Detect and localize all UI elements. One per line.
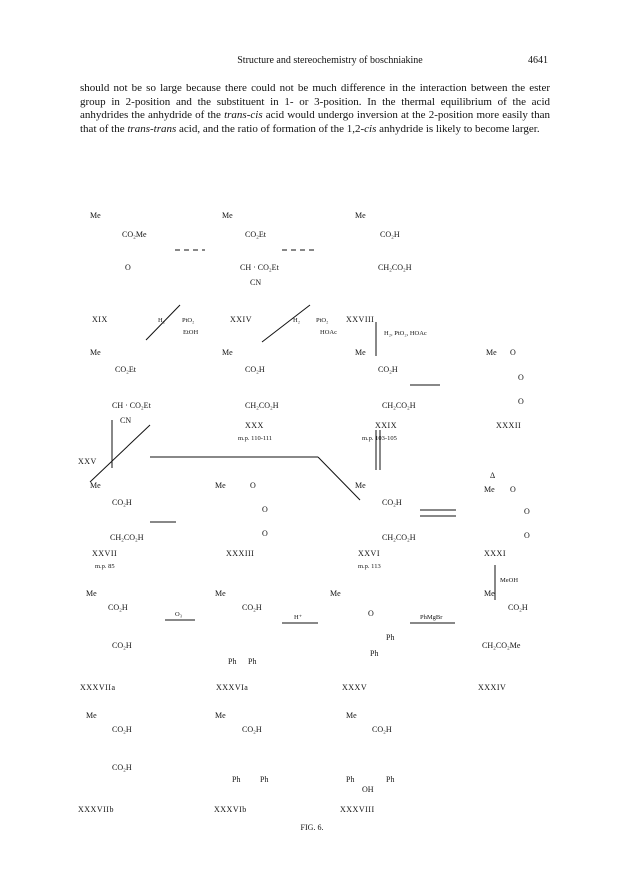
co2h-xxxviib-1: CO₂H: [112, 725, 132, 734]
compound-label-xxxiv: XXXIV: [478, 683, 507, 692]
o-xxxv: O: [368, 609, 374, 618]
co2me-xix: CO₂Me: [122, 230, 147, 239]
reagent-o3: O₃: [175, 611, 182, 618]
ch2co2h-xxvii: CH₂CO₂H: [110, 533, 144, 542]
ph-xxxviii-1: Ph: [346, 775, 355, 784]
ph-xxxvia-1: Ph: [228, 657, 237, 666]
cn-xxv: CN: [120, 416, 132, 425]
ph-xxxvia-2: Ph: [248, 657, 257, 666]
co2et-xxiv: CO₂Et: [245, 230, 267, 239]
me-label-xxvii: Me: [90, 481, 101, 490]
paragraph-text-1: should not be so large because there could not be much difference in the interaction between the ester group in 2-position and the substituent in 1- or 3-position. In the thermal equilibrium of the acid anhydrides the anhydride of the: [80, 82, 550, 121]
compound-label-xxvii: XXVII: [92, 549, 118, 558]
reagent-h2-1: H₂: [158, 317, 165, 324]
o-xxxii-2: O: [518, 373, 524, 382]
paragraph-italic-1: trans-cis: [224, 109, 263, 121]
co2h-xxxviii: CO₂H: [372, 725, 392, 734]
co2h-xxxiv: CO₂H: [508, 603, 528, 612]
me-label-xxxviib: Me: [86, 711, 97, 720]
co2h-xxxviia-2: CO₂H: [112, 641, 132, 650]
reagent-hoac: HOAc: [320, 329, 337, 336]
o-xxxii-3: O: [518, 397, 524, 406]
reagent-pto2-1: PtO₂: [182, 317, 195, 324]
ch-co2et-xxv: CH · CO₂Et: [112, 401, 151, 410]
reagent-h-plus: H⁺: [294, 614, 303, 621]
compound-label-xxx: XXX: [245, 421, 264, 430]
compound-label-xxxviia: XXXVIIa: [80, 683, 116, 692]
co2et-xxv: CO₂Et: [115, 365, 137, 374]
mp-xxvi: m.p. 113: [358, 563, 381, 570]
co2h-xxxvia: CO₂H: [242, 603, 262, 612]
heat-symbol: Δ: [490, 471, 496, 480]
compound-label-xxxviii: XXXVIII: [340, 805, 375, 814]
co2h-xxvii: CO₂H: [112, 498, 132, 507]
reagent-h2-pto2-hoac: H₂, PtO₂, HOAc: [384, 330, 427, 337]
reagent-etoh: EtOH: [183, 329, 199, 336]
o-xxxii-1: O: [510, 348, 516, 357]
cross-line-1: [90, 425, 150, 482]
mp-xxvii: m.p. 85: [95, 563, 115, 570]
o-xxxiii-2: O: [262, 505, 268, 514]
reagent-h2-2: H₂: [293, 317, 300, 324]
compound-label-xxiv: XXIV: [230, 315, 252, 324]
co2h-xxxvib: CO₂H: [242, 725, 262, 734]
o-xxxi-1: O: [510, 485, 516, 494]
me-label-xxxiii: Me: [215, 481, 226, 490]
compound-label-xxxi: XXXI: [484, 549, 506, 558]
oh-xxxviii: OH: [362, 785, 374, 794]
me-label-xxxvia: Me: [215, 589, 226, 598]
me-label-xxx: Me: [222, 348, 233, 357]
compound-label-xxvi: XXVI: [358, 549, 380, 558]
me-label-xix: Me: [90, 211, 101, 220]
co2h-xxx: CO₂H: [245, 365, 265, 374]
ch2co2h-xxx: CH₂CO₂H: [245, 401, 279, 410]
me-label-xxxii: Me: [486, 348, 497, 357]
ph-xxxv-1: Ph: [386, 633, 395, 642]
compound-label-xxv: XXV: [78, 457, 97, 466]
compound-label-xxxvib: XXXVIb: [214, 805, 247, 814]
me-label-xxxv: Me: [330, 589, 341, 598]
reagent-pto2-2: PtO₂: [316, 317, 329, 324]
reagent-meoh: MeOH: [500, 577, 519, 584]
me-label-xxxiv: Me: [484, 589, 495, 598]
co2h-xxix: CO₂H: [378, 365, 398, 374]
compound-label-xxviii: XXVIII: [346, 315, 375, 324]
ph-xxxv-2: Ph: [370, 649, 379, 658]
paragraph-italic-2: trans-trans: [127, 122, 177, 135]
figure-caption: FIG. 6.: [300, 823, 324, 832]
ph-xxxvib-1: Ph: [232, 775, 241, 784]
paragraph-text-4: anhydride is likely to become larger.: [376, 122, 540, 135]
ch-co2et-xxiv: CH · CO₂Et: [240, 263, 279, 272]
co2h-xxvi: CO₂H: [382, 498, 402, 507]
ch2co2h-xxix: CH₂CO₂H: [382, 401, 416, 410]
o-xxxi-2: O: [524, 507, 530, 516]
me-label-xxvi: Me: [355, 481, 366, 490]
me-label-xxv: Me: [90, 348, 101, 357]
arrow-xxiv-to-xxx: [262, 305, 310, 342]
running-header-title: Structure and stereochemistry of boschniakine: [237, 55, 423, 66]
o-xix: O: [125, 263, 131, 272]
paragraph-text-3: acid, and the ratio of formation of the 1,2-: [176, 122, 365, 135]
mp-xxix: m.p. 103-105: [362, 435, 397, 442]
cn-xxiv: CN: [250, 278, 262, 287]
reagent-phmgbr: PhMgBr: [420, 614, 443, 621]
ph-xxxviii-2: Ph: [386, 775, 395, 784]
paragraph-text-2: acid would undergo inversion at the 2-position more easily than that of the: [80, 109, 550, 135]
me-label-xxxviia: Me: [86, 589, 97, 598]
compound-label-xxxiii: XXXIII: [226, 549, 255, 558]
scheme-lines: [90, 250, 495, 623]
compound-label-xix: XIX: [92, 315, 108, 324]
connect-diagonal: [318, 457, 360, 500]
ch2co2h-xxvi: CH₂CO₂H: [382, 533, 416, 542]
me-label-xxiv: Me: [222, 211, 233, 220]
compound-label-xxxii: XXXII: [496, 421, 522, 430]
me-label-xxviii: Me: [355, 211, 366, 220]
mp-xxx: m.p. 110-111: [238, 435, 273, 442]
compound-label-xxxvia: XXXVIa: [216, 683, 249, 692]
me-label-xxxviii: Me: [346, 711, 357, 720]
ch2co2h-xxviii: CH₂CO₂H: [378, 263, 412, 272]
compound-label-xxix: XXIX: [375, 421, 397, 430]
o-xxxiii-3: O: [262, 529, 268, 538]
co2h-xxviii: CO₂H: [380, 230, 400, 239]
co2h-xxxviib-2: CO₂H: [112, 763, 132, 772]
o-xxxi-3: O: [524, 531, 530, 540]
me-label-xxix: Me: [355, 348, 366, 357]
o-xxxiii-1: O: [250, 481, 256, 490]
ph-xxxvib-2: Ph: [260, 775, 269, 784]
compound-label-xxxv: XXXV: [342, 683, 368, 692]
paragraph-italic-3: cis: [364, 122, 377, 135]
co2h-xxxviia-1: CO₂H: [108, 603, 128, 612]
ch2co2me-xxxiv: CH₂CO₂Me: [482, 641, 521, 650]
me-label-xxxi: Me: [484, 485, 495, 494]
page-number: 4641: [528, 55, 548, 66]
compound-label-xxxviib: XXXVIIb: [78, 805, 114, 814]
me-label-xxxvib: Me: [215, 711, 226, 720]
